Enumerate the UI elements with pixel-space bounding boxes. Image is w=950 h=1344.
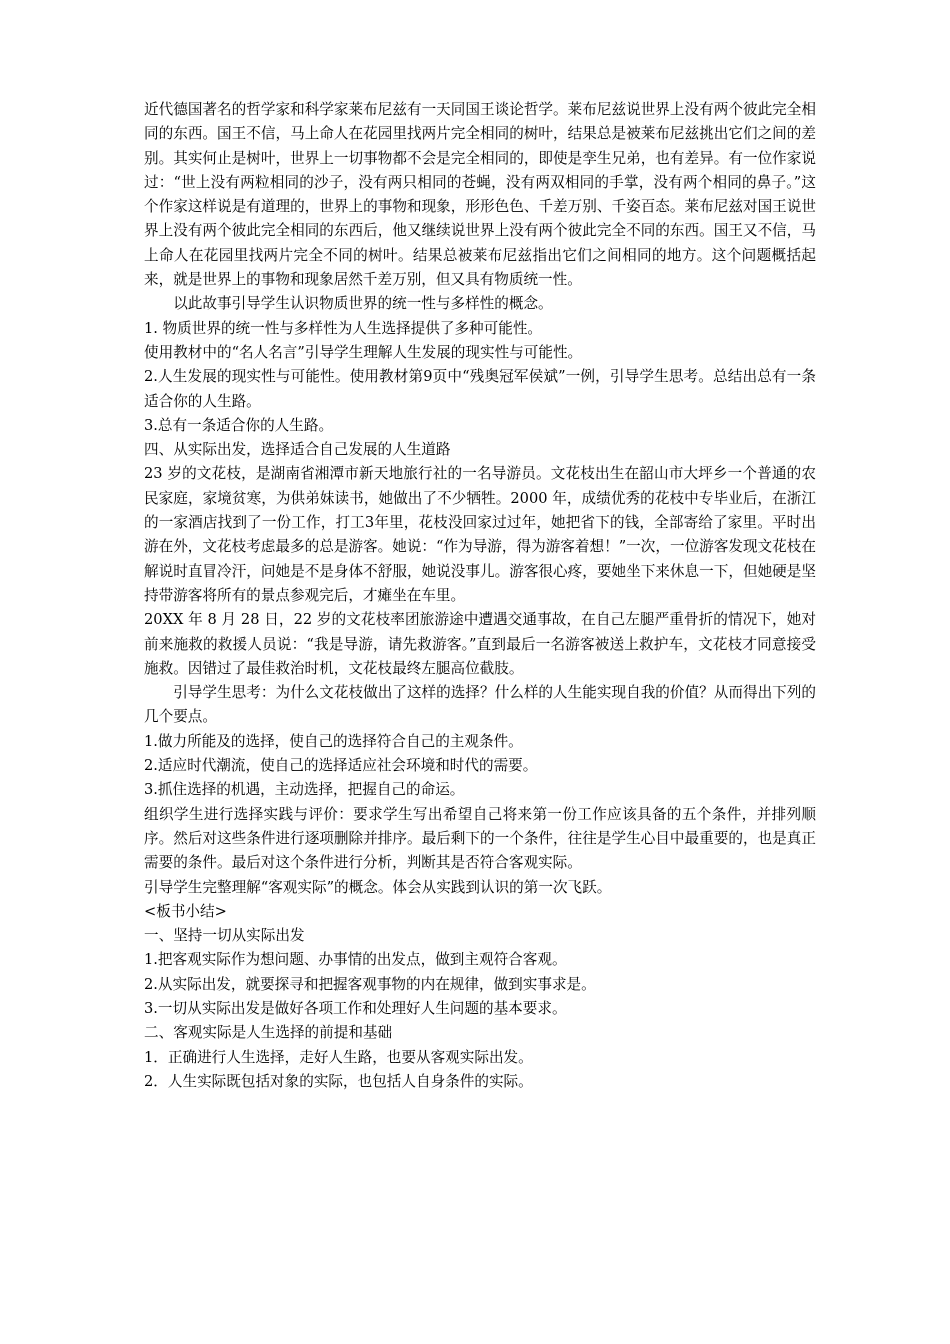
summary-item-2-1: 1．正确进行人生选择，走好人生路，也要从客观实际出发。 [144,1048,533,1066]
summary-item-1-1: 1.把客观实际作为想问题、办事情的出发点，做到主观符合客观。 [144,951,567,969]
document-body [144,98,816,1094]
summary-item-1-3: 3.一切从实际出发是做好各项工作和处理好人生问题的基本要求。 [144,999,567,1017]
paragraph-story-leibniz: 近代德国著名的哲学家和科学家莱布尼兹有一天同国王谈论哲学。莱布尼兹说世界上没有两个彼此完全相同的东西。国王不信，马上命人在花园里找两片完全相同的树叶，结果总是被莱布尼兹挑出它们之间的差别。其实何止是树叶，世界上一切事物都不会是完全相同的，即使是孪生兄弟，也有差异。有一位作家说过：“世上没有两粒相同的沙子，没有两只相同的苍蝇，没有两双相同的手掌，没有两个相同的鼻子。”这个作家这样说是有道理的，世界上的事物和现象，形形色色、千差万别、千姿百态。莱布尼兹对国王说世界上没有两个彼此完全相同的东西后，他又继续说世界上没有两个彼此完全不同的东西。国王又不信，马上命人在花园里找两片完全不同的树叶。结果总被莱布尼兹指出它们之间相同的地方。这个问题概括起来，就是世界上的事物和现象居然千差万别，但又具有物质统一性。 [144,101,816,289]
paragraph-accident: 20XX 年 8 月 28 日，22 岁的文花枝率团旅游途中遭遇交通事故，在自己左腿严重骨折的情况下，她对前来施救的救援人员说：“我是导游，请先救游客。”直到最后一名游客被送上救护车，文花枝才同意接受施救。因错过了最佳救治时机，文花枝最终左腿高位截肢。 [144,611,816,677]
paragraph-key-point-3: 3.抓住选择的机遇，主动选择，把握自己的命运。 [144,781,465,799]
paragraph-guide-thinking: 引导学生思考：为什么文花枝做出了这样的选择？什么样的人生能实现自我的价值？从而得出下列的几个要点。 [144,684,816,726]
paragraph-objective-reality: 引导学生完整理解“客观实际”的概念。体会从实践到认识的第一次飞跃。 [144,878,612,896]
section-heading-4: 四、从实际出发，选择适合自己发展的人生道路 [144,441,451,459]
paragraph-wen-huazhi-story: 23 岁的文花枝，是湖南省湘潭市新天地旅行社的一名导游员。文花枝出生在韶山市大坪乡一个普通的农民家庭，家境贫寒，为供弟妹读书，她做出了不少牺牲。2000 年，成绩优秀的花枝中专毕业后，在浙江的一家酒店找到了一份工作，打工3年里，花枝没回家过过年，她把省下的钱，全部寄给了家里。平时出游在外，文花枝考虑最多的总是游客。她说：“作为导游，得为游客着想！”一次，一位游客发现文花枝在解说时直冒冷汗，问她是不是身体不舒服，她说没事儿。游客很心疼，要她坐下来休息一下，但她硬是坚持带游客将所有的景点参观完后，才瘫坐在车里。 [144,465,816,604]
paragraph-point-3: 3.总有一条适合你的人生路。 [144,416,334,434]
paragraph-guide-unity-diversity: 以此故事引导学生认识物质世界的统一性与多样性的概念。 [173,295,553,313]
paragraph-practice-activity: 组织学生进行选择实践与评价：要求学生写出希望自己将来第一份工作应该具备的五个条件，并排列顺序。然后对这些条件进行逐项删除并排序。最后剩下的一个条件，往往是学生心目中最重要的，也是真正需要的条件。最后对这个条件进行分析，判断其是否符合客观实际。 [144,805,816,872]
summary-heading-2: 二、客观实际是人生选择的前提和基础 [144,1024,393,1042]
paragraph-famous-quotes: 使用教材中的“名人名言”引导学生理解人生发展的现实性与可能性。 [144,343,583,361]
paragraph-key-point-1: 1.做力所能及的选择，使自己的选择符合自己的主观条件。 [144,732,523,750]
board-summary-label: <板书小结> [144,902,227,920]
summary-heading-1: 一、坚持一切从实际出发 [144,927,305,945]
summary-item-1-2: 2.从实际出发，就要探寻和把握客观事物的内在规律，做到实事求是。 [144,975,596,993]
paragraph-point-2: 2.人生发展的现实性与可能性。使用教材第9页中“残奥冠军侯斌”一例，引导学生思考。总结出总有一条适合你的人生路。 [144,368,816,410]
paragraph-key-point-2: 2.适应时代潮流，使自己的选择适应社会环境和时代的需要。 [144,757,538,775]
summary-item-2-2: 2．人生实际既包括对象的实际，也包括人自身条件的实际。 [144,1072,533,1090]
paragraph-point-1: 1. 物质世界的统一性与多样性为人生选择提供了多种可能性。 [144,319,543,337]
